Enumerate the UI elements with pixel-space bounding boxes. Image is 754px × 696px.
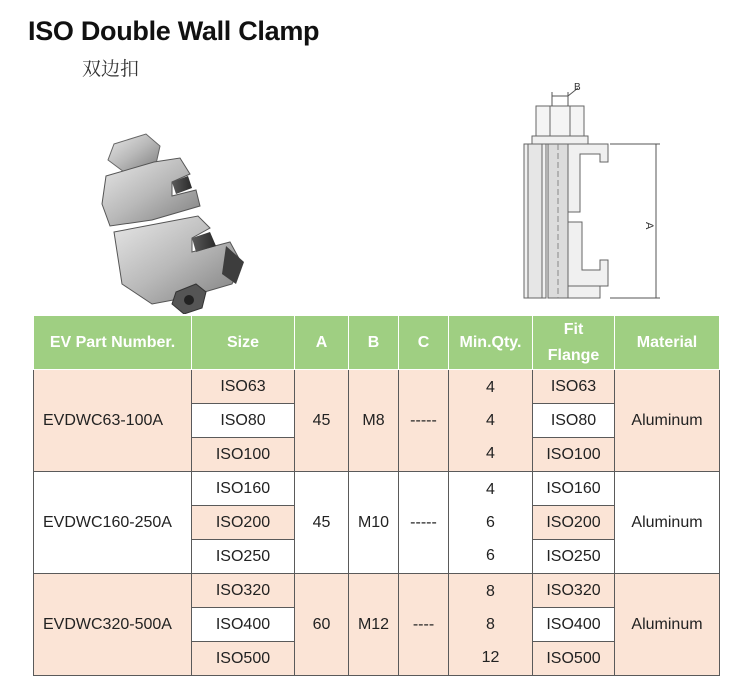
header-b: B — [349, 316, 399, 370]
part-number-cell: EVDWC63-100A — [34, 370, 192, 472]
min-qty-cell — [449, 370, 533, 472]
size-cell: ISO160 — [192, 472, 295, 506]
fit-flange-cell: ISO63 — [533, 370, 615, 404]
table-row — [34, 472, 720, 506]
min-qty-value: 8 — [486, 616, 495, 633]
min-qty-value: 4 — [486, 379, 495, 396]
size-cell: ISO200 — [192, 506, 295, 540]
min-qty-value: 6 — [486, 514, 495, 531]
header-min-qty: Min.Qty. — [449, 316, 533, 370]
header-material: Material — [615, 316, 720, 370]
b-cell: M12 — [349, 574, 399, 676]
size-cell: ISO320 — [192, 574, 295, 608]
dimension-b-label: B — [574, 82, 581, 93]
min-qty-cell — [449, 574, 533, 676]
part-number-cell: EVDWC160-250A — [34, 472, 192, 574]
size-cell: ISO250 — [192, 540, 295, 574]
size-cell: ISO80 — [192, 404, 295, 438]
min-qty-value: 4 — [486, 481, 495, 498]
clamp-dimension-drawing — [514, 80, 664, 312]
material-cell: Aluminum — [615, 370, 720, 472]
material-cell: Aluminum — [615, 472, 720, 574]
part-number-cell: EVDWC320-500A — [34, 574, 192, 676]
page-subtitle: 双边扣 — [82, 58, 140, 80]
fit-flange-cell: ISO400 — [533, 608, 615, 642]
min-qty-value: 8 — [486, 583, 495, 600]
size-cell: ISO100 — [192, 438, 295, 472]
c-cell: ----- — [399, 472, 449, 574]
fit-flange-cell: ISO100 — [533, 438, 615, 472]
a-cell: 45 — [295, 472, 349, 574]
c-cell: ----- — [399, 370, 449, 472]
header-fit-flange: Fit Flange — [533, 316, 615, 370]
header-size: Size — [192, 316, 295, 370]
clamp-product-photo — [92, 124, 252, 314]
page-title: ISO Double Wall Clamp — [28, 16, 320, 46]
b-cell: M10 — [349, 472, 399, 574]
a-cell: 45 — [295, 370, 349, 472]
min-qty-value: 4 — [486, 412, 495, 429]
min-qty-value: 4 — [486, 445, 495, 462]
fit-flange-cell: ISO250 — [533, 540, 615, 574]
fit-flange-cell: ISO200 — [533, 506, 615, 540]
fit-flange-cell: ISO320 — [533, 574, 615, 608]
header-c: C — [399, 316, 449, 370]
fit-flange-cell: ISO160 — [533, 472, 615, 506]
table-header-row — [34, 316, 720, 370]
dimension-a-label: A — [643, 222, 655, 230]
fit-flange-cell: ISO80 — [533, 404, 615, 438]
size-cell: ISO63 — [192, 370, 295, 404]
c-cell: ---- — [399, 574, 449, 676]
size-cell: ISO500 — [192, 642, 295, 676]
fit-flange-cell: ISO500 — [533, 642, 615, 676]
min-qty-value: 12 — [481, 649, 500, 666]
b-cell: M8 — [349, 370, 399, 472]
header-part-number: EV Part Number. — [34, 316, 192, 370]
spec-table — [33, 315, 720, 676]
material-cell: Aluminum — [615, 574, 720, 676]
table-row — [34, 574, 720, 608]
size-cell: ISO400 — [192, 608, 295, 642]
min-qty-cell — [449, 472, 533, 574]
min-qty-value: 6 — [486, 547, 495, 564]
header-a: A — [295, 316, 349, 370]
table-row — [34, 370, 720, 404]
a-cell: 60 — [295, 574, 349, 676]
